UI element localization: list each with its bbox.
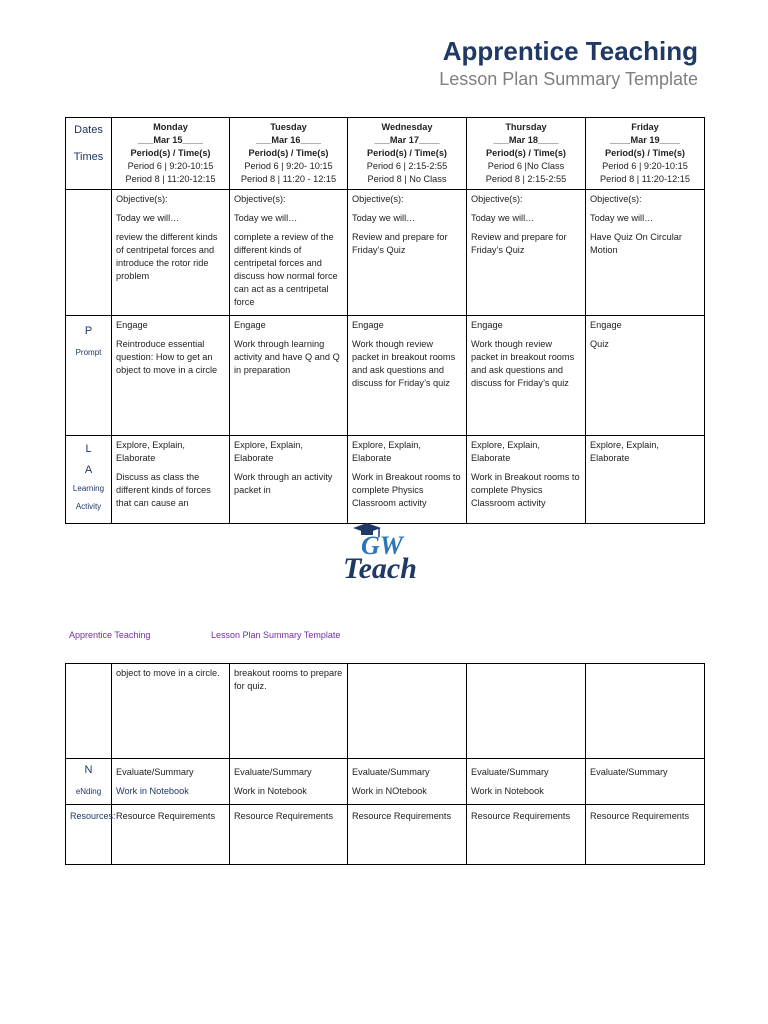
friday-engage-cell (586, 316, 705, 436)
footer-right: Lesson Plan Summary Template (211, 630, 341, 640)
friday-evaluate-cell (586, 759, 705, 805)
thursday-day-name: Thursday (505, 122, 547, 132)
friday-periods-label: Period(s) / Time(s) (605, 148, 685, 158)
wednesday-today-label: Today we will… (352, 213, 416, 223)
wednesday-continued-cell (348, 664, 467, 759)
friday-today-label: Today we will… (590, 213, 654, 223)
thursday-objective-cell (467, 190, 586, 316)
tuesday-continued-text: breakout rooms to prepare for quiz. (234, 668, 343, 691)
evaluate-row (66, 759, 705, 805)
wednesday-objective-text: Review and prepare for Friday’s Quiz (352, 232, 448, 255)
tuesday-objective-text: complete a review of the different kinds of centripetal forces and discuss how normal force can act as a centripetal force (234, 232, 338, 307)
objective-row (66, 190, 705, 316)
monday-objective-label: Objective(s): (116, 194, 168, 204)
wednesday-objective-label: Objective(s): (352, 194, 404, 204)
thursday-explore-cell (467, 436, 586, 524)
monday-evaluate-cell (112, 759, 230, 805)
tuesday-evaluate-text: Work in Notebook (234, 786, 307, 796)
resources-label: Resources: (70, 811, 116, 821)
friday-resource-cell (586, 805, 705, 865)
friday-objective-cell (586, 190, 705, 316)
resources-row (66, 805, 705, 865)
wednesday-resource-label: Resource Requirements (352, 811, 452, 821)
tuesday-periods-label: Period(s) / Time(s) (248, 148, 329, 158)
tuesday-evaluate-cell (230, 759, 348, 805)
tuesday-date: ___Mar 16____ (256, 135, 321, 145)
monday-date: ___Mar 15____ (138, 135, 203, 145)
friday-engage-text: Quiz (590, 339, 609, 349)
ending-label: eNding (75, 787, 102, 796)
thursday-period6: Period 6 |No Class (487, 161, 565, 171)
page-subtitle: Lesson Plan Summary Template (439, 69, 698, 89)
friday-explore-label: Explore, Explain, Elaborate (590, 440, 659, 463)
resources-label-cell (66, 805, 116, 865)
monday-explore-cell (112, 436, 230, 524)
thursday-today-label: Today we will… (471, 213, 535, 223)
wednesday-evaluate-text: Work in NOtebook (352, 786, 427, 796)
a-label: A (84, 464, 93, 476)
monday-resource-cell (112, 805, 230, 865)
wednesday-periods-label: Period(s) / Time(s) (367, 148, 447, 158)
thursday-period8: Period 8 | 2:15-2:55 (485, 174, 567, 184)
activity-label: Activity (75, 502, 102, 511)
tuesday-engage-label: Engage (234, 320, 266, 330)
dates-times-label-cell (66, 118, 112, 190)
times-label: Times (73, 151, 104, 163)
friday-continued-cell (586, 664, 705, 759)
wednesday-explore-label: Explore, Explain, Elaborate (352, 440, 421, 463)
n-label: N (84, 764, 93, 776)
monday-explore-text: Discuss as class the different kinds of forces that can cause an (116, 472, 211, 508)
wednesday-evaluate-cell (348, 759, 467, 805)
thursday-resource-cell (467, 805, 586, 865)
monday-period8: Period 8 | 11:20-12:15 (125, 174, 216, 184)
thursday-objective-label: Objective(s): (471, 194, 523, 204)
friday-objective-text: Have Quiz On Circular Motion (590, 232, 682, 255)
friday-period6: Period 6 | 9:20-10:15 (602, 161, 688, 171)
monday-day-name: Monday (153, 122, 188, 132)
tuesday-explore-text: Work through an activity packet in (234, 472, 333, 495)
logo-gw-text: GW (361, 531, 403, 560)
monday-explore-label: Explore, Explain, Elaborate (116, 440, 185, 463)
thursday-explore-text: Work in Breakout rooms to complete Physics Classroom activity (471, 472, 580, 508)
tuesday-period6: Period 6 | 9:20- 10:15 (244, 161, 333, 171)
wednesday-explore-text: Work in Breakout rooms to complete Physics Classroom activity (352, 472, 461, 508)
monday-continued-text: object to move in a circle. (116, 668, 220, 678)
friday-period8: Period 8 | 11:20-12:15 (599, 174, 691, 184)
continued-row (66, 664, 705, 759)
thursday-periods-label: Period(s) / Time(s) (486, 148, 566, 158)
monday-engage-cell (112, 316, 230, 436)
footer-left: Apprentice Teaching (69, 630, 151, 640)
page-title: Apprentice Teaching (442, 36, 698, 66)
monday-engage-label: Engage (116, 320, 148, 330)
thursday-evaluate-text: Work in Notebook (471, 786, 544, 796)
wednesday-engage-cell (348, 316, 467, 436)
p-label: P (84, 325, 93, 337)
thursday-continued-cell (467, 664, 586, 759)
tuesday-evaluate-label: Evaluate/Summary (234, 767, 312, 777)
tuesday-explore-cell (230, 436, 348, 524)
wednesday-period8: Period 8 | No Class (367, 174, 447, 184)
thursday-objective-text: Review and prepare for Friday’s Quiz (471, 232, 567, 255)
thursday-evaluate-label: Evaluate/Summary (471, 767, 549, 777)
monday-period6: Period 6 | 9:20-10:15 (127, 161, 214, 171)
lesson-plan-table-continued (65, 663, 705, 865)
monday-engage-text: Reintroduce essential question: How to get an object to move in a circle (116, 339, 218, 375)
tuesday-engage-text: Work through learning activity and have Q and Q in preparation (234, 339, 340, 375)
thursday-engage-cell (467, 316, 586, 436)
gw-teach-logo (333, 520, 443, 584)
wednesday-day-name: Wednesday (381, 122, 433, 132)
tuesday-header-cell (230, 118, 348, 190)
dates-label: Dates (74, 124, 103, 136)
monday-objective-text: review the different kinds of centripetal forces and introduce the rotor ride problem (116, 232, 218, 281)
wednesday-evaluate-label: Evaluate/Summary (352, 767, 430, 777)
thursday-evaluate-cell (467, 759, 586, 805)
evaluate-label-cell (66, 759, 112, 805)
monday-periods-label: Period(s) / Time(s) (130, 148, 211, 158)
tuesday-explore-label: Explore, Explain, Elaborate (234, 440, 303, 463)
thursday-resource-label: Resource Requirements (471, 811, 571, 821)
explore-row (66, 436, 705, 524)
wednesday-date: ___Mar 17____ (374, 135, 440, 145)
monday-resource-label: Resource Requirements (116, 811, 216, 821)
monday-evaluate-label: Evaluate/Summary (116, 767, 194, 777)
prompt-label: Prompt (75, 348, 102, 357)
header-row (66, 118, 705, 190)
monday-evaluate-text: Work in Notebook (116, 786, 189, 796)
tuesday-today-label: Today we will… (234, 213, 298, 223)
monday-objective-cell (112, 190, 230, 316)
wednesday-header-cell (348, 118, 467, 190)
l-label: L (85, 443, 92, 455)
thursday-explore-label: Explore, Explain, Elaborate (471, 440, 540, 463)
tuesday-continued-cell (230, 664, 348, 759)
thursday-header-cell (467, 118, 586, 190)
objective-label-cell (66, 190, 112, 316)
logo-teach-text: Teach (343, 552, 417, 584)
continued-label-cell (66, 664, 112, 759)
tuesday-objective-cell (230, 190, 348, 316)
friday-header-cell (586, 118, 705, 190)
friday-engage-label: Engage (590, 320, 622, 330)
tuesday-resource-cell (230, 805, 348, 865)
friday-evaluate-label: Evaluate/Summary (590, 767, 668, 777)
friday-resource-label: Resource Requirements (590, 811, 690, 821)
wednesday-objective-cell (348, 190, 467, 316)
thursday-date: ___Mar 18____ (493, 135, 559, 145)
thursday-engage-text: Work though review packet in breakout rooms and ask questions and discuss for Friday’s quiz (471, 339, 575, 388)
engage-row (66, 316, 705, 436)
wednesday-engage-text: Work though review packet in breakout rooms and ask questions and discuss for Friday’s quiz (352, 339, 456, 388)
friday-day-name: Friday (631, 122, 659, 132)
tuesday-period8: Period 8 | 11:20 - 12:15 (240, 174, 337, 184)
wednesday-engage-label: Engage (352, 320, 384, 330)
learning-label: Learning (72, 484, 105, 493)
wednesday-explore-cell (348, 436, 467, 524)
wednesday-resource-cell (348, 805, 467, 865)
wednesday-period6: Period 6 | 2:15-2:55 (366, 161, 448, 171)
tuesday-day-name: Tuesday (270, 122, 307, 132)
monday-continued-cell (112, 664, 230, 759)
tuesday-engage-cell (230, 316, 348, 436)
lesson-plan-table (65, 117, 705, 524)
tuesday-resource-label: Resource Requirements (234, 811, 334, 821)
monday-today-label: Today we will… (116, 213, 180, 223)
engage-label-cell (66, 316, 112, 436)
gw-teach-logo-graphic (333, 520, 443, 584)
friday-explore-cell (586, 436, 705, 524)
friday-objective-label: Objective(s): (590, 194, 642, 204)
tuesday-objective-label: Objective(s): (234, 194, 286, 204)
monday-header-cell (112, 118, 230, 190)
thursday-engage-label: Engage (471, 320, 503, 330)
friday-date: ____Mar 19____ (610, 135, 680, 145)
explore-label-cell (66, 436, 112, 524)
